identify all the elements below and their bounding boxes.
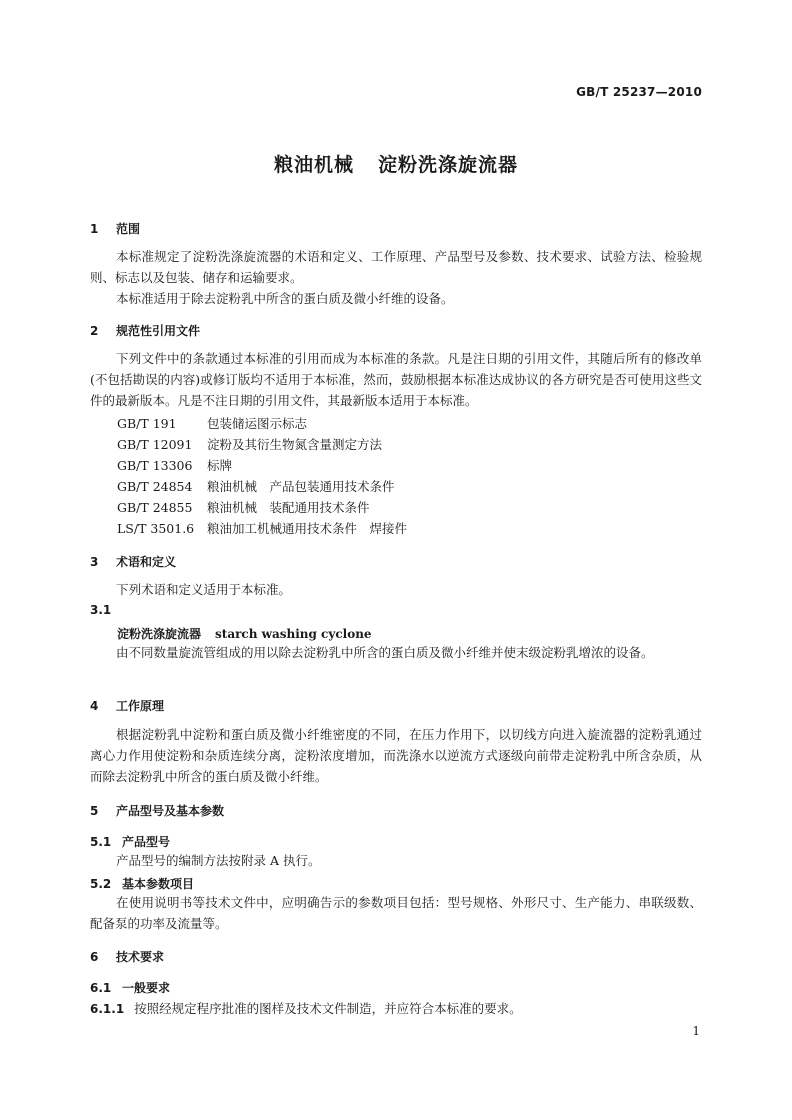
clause-5-1-heading: 5.1 产品型号 [90,835,171,849]
title-part1: 粮油机械 [273,154,354,176]
term-definition: 由不同数量旋流管组成的用以除去淀粉乳中所含的蛋白质及微小纤维并使末级淀粉乳增浓的设备。 [116,645,654,660]
section-5-heading: 5 产品型号及基本参数 [90,804,225,818]
standard-code: GB/T 25237—2010 [576,85,702,99]
clause-5-1-text: 产品型号的编制方法按附录 A 执行。 [116,853,321,868]
reference-item: GB/T 12091 淀粉及其衍生物氮含量测定方法 [117,437,383,452]
title-part2: 淀粉洗涤旋流器 [378,154,519,176]
section-1-para-1: 本标准规定了淀粉洗涤旋流器的术语和定义、工作原理、产品型号及参数、技术要求、试验方法、检验规则、标志以及包装、储存和运输要求。 [90,249,702,285]
clause-3-1-number: 3.1 [90,603,112,617]
clause-6-1-1-number: 6.1.1 [90,1002,125,1016]
clause-6-1-heading: 6.1 一般要求 [90,981,171,995]
section-4-heading: 4 工作原理 [90,699,165,713]
section-3-heading: 3 术语和定义 [90,555,177,569]
reference-item: GB/T 191 包装储运图示标志 [117,416,308,431]
clause-5-2-text: 在使用说明书等技术文件中，应明确告示的参数项目包括：型号规格、外形尺寸、生产能力、串联级数、配备泵的功率及流量等。 [90,895,702,931]
section-2-heading: 2 规范性引用文件 [90,324,201,338]
section-6-heading: 6 技术要求 [90,950,165,964]
reference-item: GB/T 24854 粮油机械 产品包装通用技术条件 [117,479,395,494]
reference-item: GB/T 13306 标牌 [117,458,233,473]
clause-6-1-1 [90,999,522,1017]
term-english: starch washing cyclone [215,627,372,641]
clause-5-2-heading: 5.2 基本参数项目 [90,877,195,891]
document-title [0,150,792,177]
term-entry [117,625,372,642]
section-4-para-1: 根据淀粉乳中淀粉和蛋白质及微小纤维密度的不同，在压力作用下，以切线方向进入旋流器的淀粉乳通过离心力作用使淀粉和杂质连续分离，淀粉浓度增加，而洗涤水以逆流方式逐级向前带走淀粉乳中所含杂质，从而除去淀粉乳中所含的蛋白质及微小纤维。 [90,727,702,784]
page-number: 1 [692,1024,700,1038]
section-1-para-2: 本标准适用于除去淀粉乳中所含的蛋白质及微小纤维的设备。 [116,291,454,306]
section-2-para-1: 下列文件中的条款通过本标准的引用而成为本标准的条款。凡是注日期的引用文件，其随后所有的修改单(不包括勘误的内容)或修订版均不适用于本标准，然而，鼓励根据本标准达成协议的各方研究是否可使用这些文件的最新版本。凡是不注日期的引用文件，其最新版本适用于本标准。 [90,351,702,408]
term-chinese: 淀粉洗涤旋流器 [117,627,202,641]
reference-item: LS/T 3501.6 粮油加工机械通用技术条件 焊接件 [117,521,408,536]
reference-item: GB/T 24855 粮油机械 装配通用技术条件 [117,500,370,515]
clause-6-1-1-text: 按照经规定程序批准的图样及技术文件制造，并应符合本标准的要求。 [134,1001,522,1016]
section-1-heading: 1 范围 [90,222,141,236]
section-3-para-1: 下列术语和定义适用于本标准。 [116,582,292,597]
